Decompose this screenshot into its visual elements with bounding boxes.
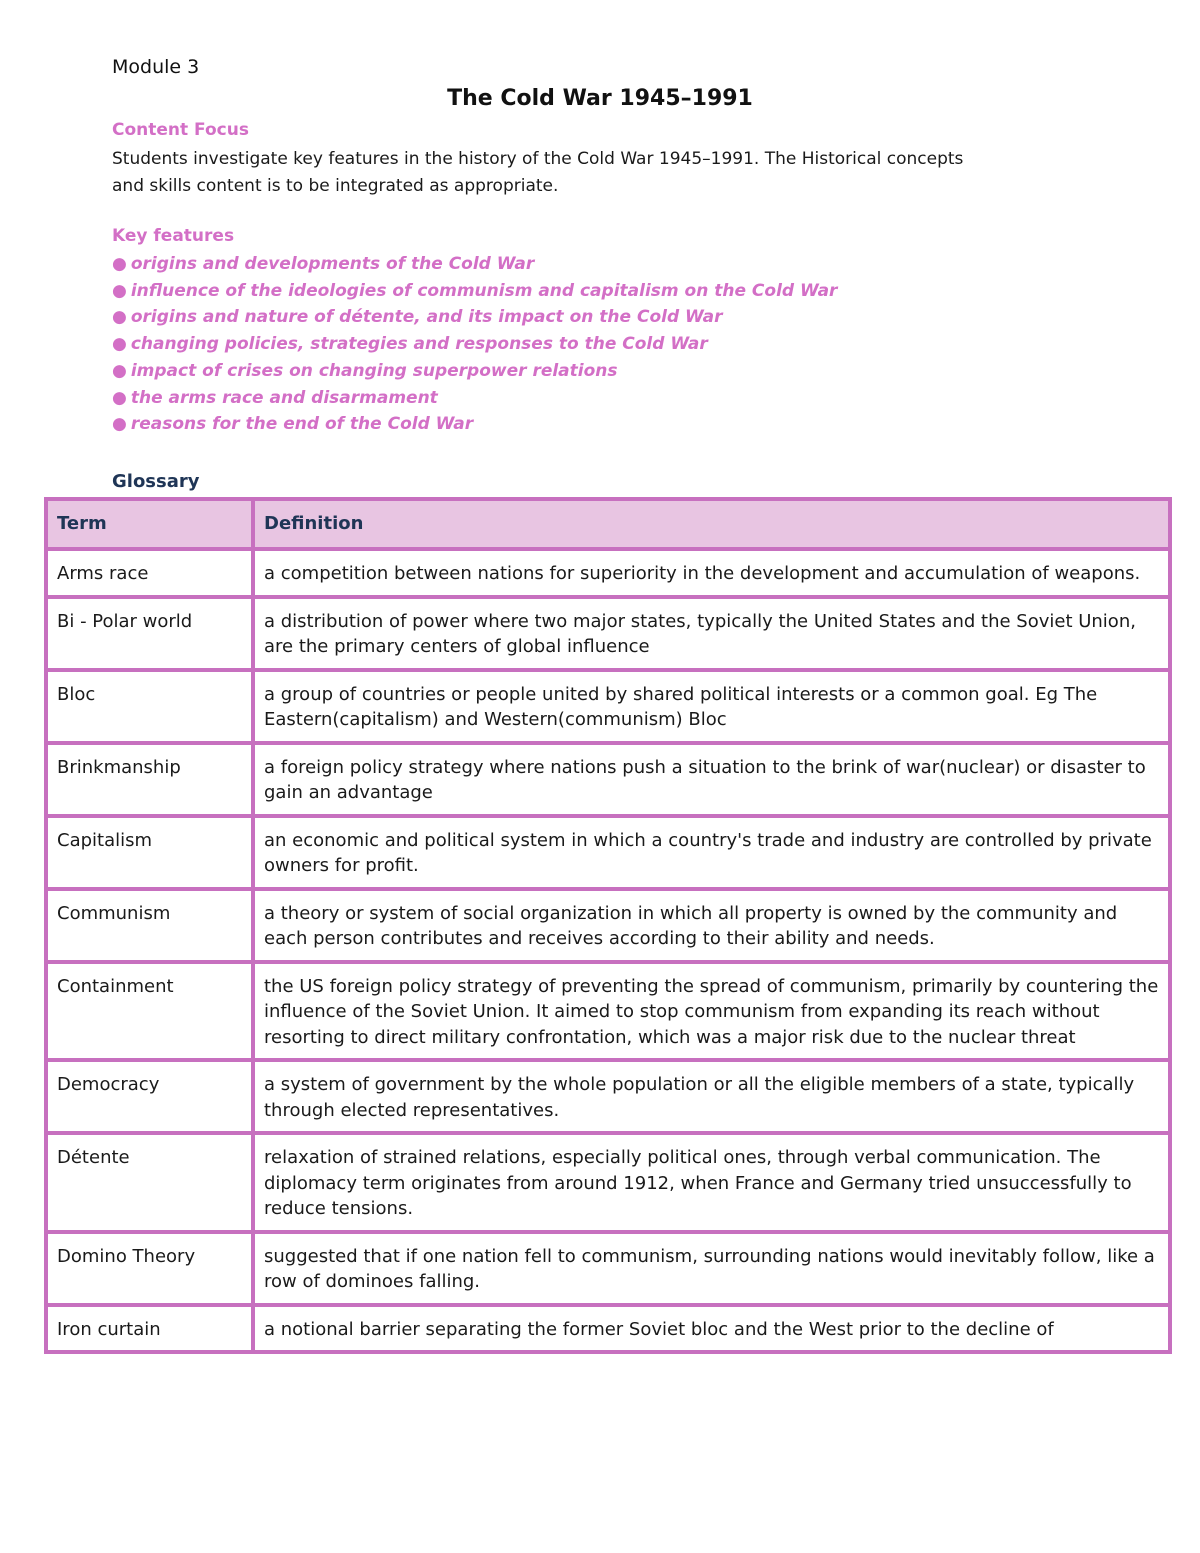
table-row	[46, 816, 1170, 889]
glossary-term: Arms race	[46, 549, 253, 597]
definition-column-header: Definition	[253, 499, 1170, 549]
content-focus-heading: Content Focus	[112, 120, 249, 140]
glossary-definition: a foreign policy strategy where nations push a situation to the brink of war(nuclear) or disaster to gain an advantage	[253, 743, 1170, 816]
glossary-term: Bloc	[46, 670, 253, 743]
table-row	[46, 1305, 1170, 1353]
glossary-definition: a notional barrier separating the former Soviet bloc and the West prior to the decline of	[253, 1305, 1170, 1353]
table-row	[46, 962, 1170, 1061]
glossary-term: Capitalism	[46, 816, 253, 889]
glossary-term: Democracy	[46, 1060, 253, 1133]
key-feature-item: ● origins and developments of the Cold War	[112, 254, 535, 274]
glossary-term: Domino Theory	[46, 1232, 253, 1305]
module-label: Module 3	[112, 56, 200, 78]
glossary-definition: suggested that if one nation fell to communism, surrounding nations would inevitably follow, like a row of dominoes falling.	[253, 1232, 1170, 1305]
glossary-term: Communism	[46, 889, 253, 962]
bullet-icon: ●	[112, 280, 127, 301]
glossary-term: Iron curtain	[46, 1305, 253, 1353]
bullet-icon: ●	[112, 307, 127, 328]
glossary-definition: a theory or system of social organization in which all property is owned by the community and each person contributes and receives according to their ability and needs.	[253, 889, 1170, 962]
glossary-heading: Glossary	[112, 471, 200, 492]
table-row	[46, 1060, 1170, 1133]
bullet-icon: ●	[112, 254, 127, 274]
table-row	[46, 1232, 1170, 1305]
content-focus-text	[112, 146, 1032, 200]
key-feature-item: ● impact of crises on changing superpower relations	[112, 360, 618, 381]
table-row	[46, 670, 1170, 743]
page-title: The Cold War 1945–1991	[447, 86, 753, 111]
glossary-definition: a system of government by the whole population or all the eligible members of a state, typically through elected representatives.	[253, 1060, 1170, 1133]
table-row	[46, 549, 1170, 597]
table-row	[46, 597, 1170, 670]
bullet-icon: ●	[112, 360, 127, 381]
term-column-header: Term	[46, 499, 253, 549]
glossary-definition: a group of countries or people united by shared political interests or a common goal. Eg The Eastern(capitalism) and Western(communism) Bloc	[253, 670, 1170, 743]
key-feature-item: ● reasons for the end of the Cold War	[112, 414, 474, 435]
glossary-definition: an economic and political system in which a country's trade and industry are controlled by private owners for profit.	[253, 816, 1170, 889]
key-feature-item: ● the arms race and disarmament	[112, 387, 438, 408]
glossary-term: Brinkmanship	[46, 743, 253, 816]
bullet-icon: ●	[112, 387, 127, 408]
glossary-term: Détente	[46, 1133, 253, 1232]
glossary-header-row	[46, 499, 1170, 549]
content-focus-line-2: and skills content is to be integrated as appropriate.	[112, 176, 559, 196]
bullet-icon: ●	[112, 334, 127, 355]
glossary-term: Containment	[46, 962, 253, 1061]
glossary-definition: relaxation of strained relations, especially political ones, through verbal communication. The diplomacy term originates from around 1912, when France and Germany tried unsuccessfully to reduce tensions.	[253, 1133, 1170, 1232]
table-row	[46, 1133, 1170, 1232]
table-row	[46, 889, 1170, 962]
key-features-list	[112, 251, 837, 438]
glossary-definition: the US foreign policy strategy of preventing the spread of communism, primarily by countering the influence of the Soviet Union. It aimed to stop communism from expanding its reach without resorting to direct military confrontation, which was a major risk due to the nuclear threat	[253, 962, 1170, 1061]
glossary-definition: a competition between nations for superiority in the development and accumulation of weapons.	[253, 549, 1170, 597]
table-row	[46, 743, 1170, 816]
glossary-term: Bi - Polar world	[46, 597, 253, 670]
key-feature-item: ● origins and nature of détente, and its impact on the Cold War	[112, 307, 723, 328]
glossary-table	[44, 497, 1172, 1354]
key-features-heading: Key features	[112, 226, 235, 246]
glossary-definition: a distribution of power where two major states, typically the United States and the Soviet Union, are the primary centers of global influence	[253, 597, 1170, 670]
key-feature-item: ● changing policies, strategies and responses to the Cold War	[112, 334, 708, 355]
bullet-icon: ●	[112, 414, 127, 435]
content-focus-line-1: Students investigate key features in the history of the Cold War 1945–1991. The Historical concepts	[112, 149, 964, 169]
key-feature-item: ● influence of the ideologies of communism and capitalism on the Cold War	[112, 280, 838, 301]
